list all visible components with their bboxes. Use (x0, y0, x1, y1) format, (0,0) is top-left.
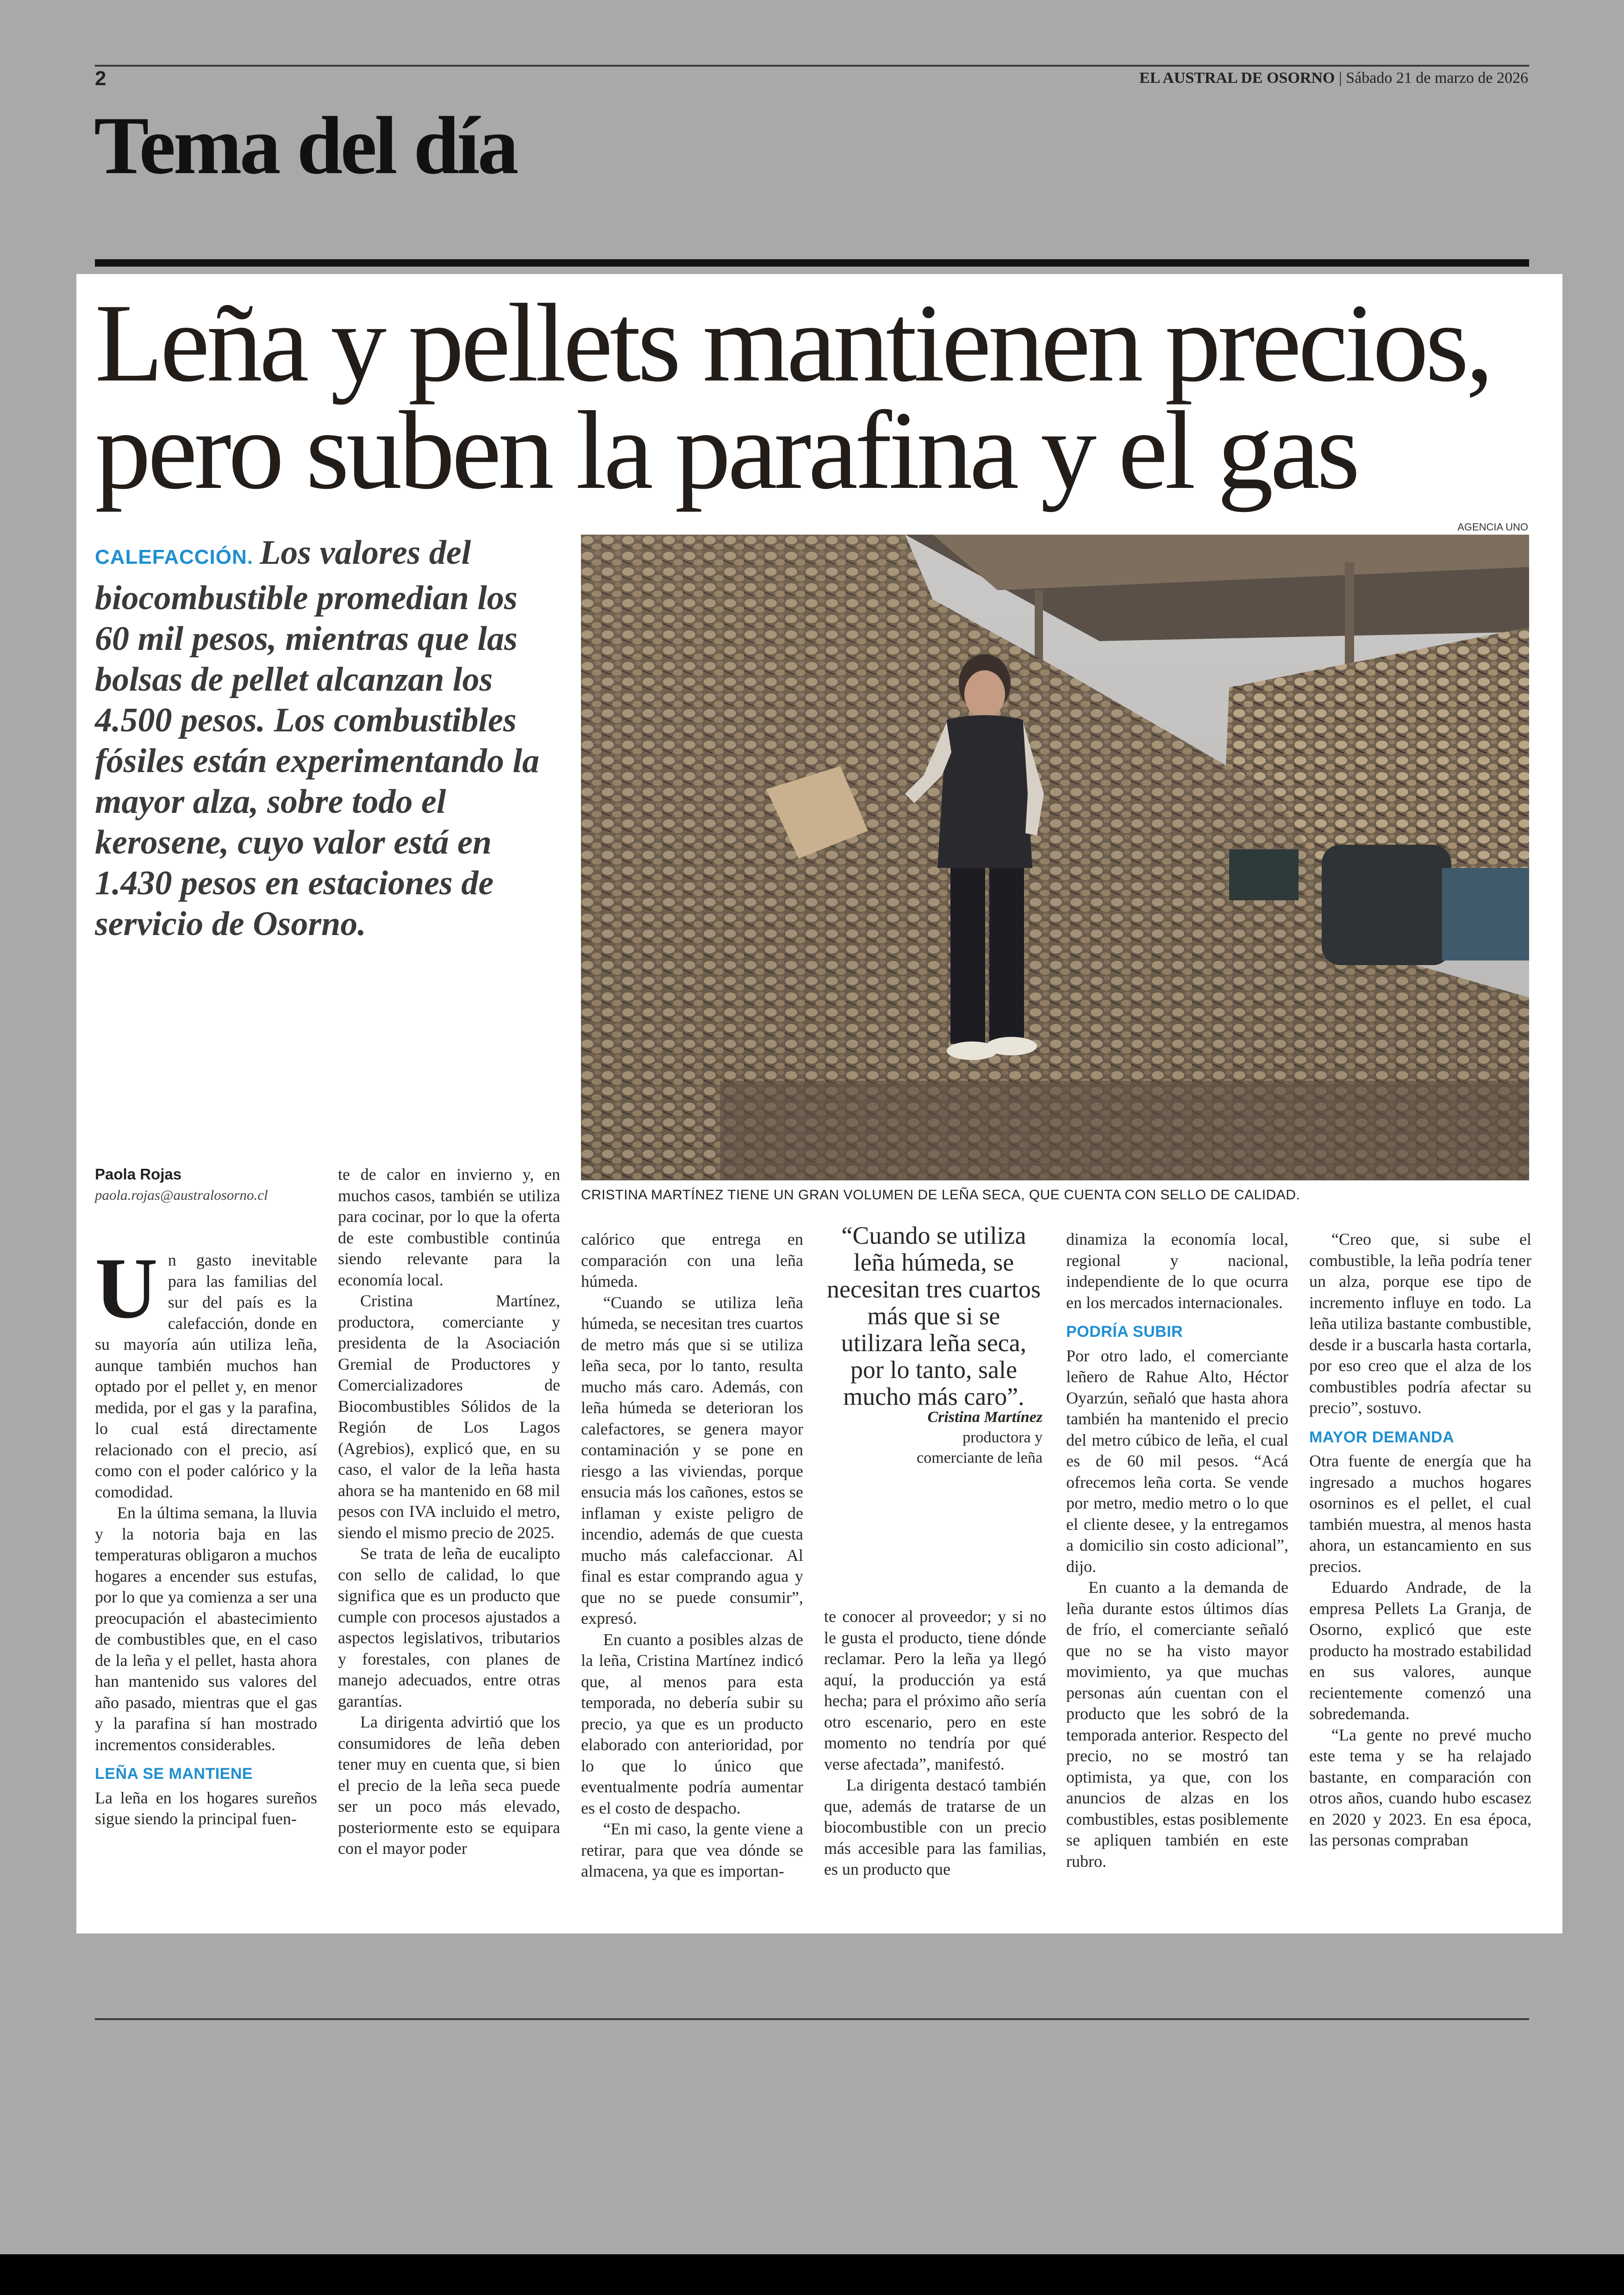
paragraph: La dirigenta advirtió que los consumidores de leña deben tener muy en cuenta que, si bien el precio de la leña seca puede ser un poco más elevado, posteriormente esto se equipara con el mayor poder (338, 1713, 560, 1858)
paragraph: En la última semana, la lluvia y la notoria baja en las temperaturas obligaron a muchos hogares a encender sus estufas, por lo que ya comienza a ser una preocupación el abastecimiento de combustibles que, en el caso de la leña y el pellet, hasta ahora han mantenido sus valores del año pasado, mientras que el gas y la parafina sí han mostrado incrementos considerables. (95, 1503, 317, 1754)
masthead (1139, 69, 1528, 87)
paragraph: “Cuando se utiliza leña húmeda, se necesitan tres cuartos de metro más que si se utiliza leña seca, por lo tanto, resulta mucho más caro. Además, con leña húmeda se deterioran los calefactores, se genera mayor contaminación y se pone en riesgo a las viviendas, porque ensucia más los cañones, estos se inflaman y existe peligro de incendio, además de que cuesta mucho más calefaccionar. Al final es estar comprando agua y que no se puede consumir”, expresó. (581, 1293, 803, 1628)
author-name: Paola Rojas (95, 1166, 182, 1183)
paragraph: Cristina Martínez, productora, comerciante y presidenta de la Asociación Gremial de Productores y Comercializadores de Biocombustibles Sólidos de la Región de Los Lagos (Agrebios), explicó que, en su caso, el valor de la leña hasta ahora se ha mantenido en 68 mil pesos con IVA incluido el metro, siendo el mismo precio de 2025. (338, 1291, 560, 1542)
column-2 (338, 1164, 560, 1859)
paragraph: La leña en los hogares sureños sigue siendo la principal fuen- (95, 1788, 317, 1828)
pull-quote: “Cuando se utiliza leña húmeda, se necesitan tres cuartos más que si se utilizara leña seca, por lo tanto, sale mucho más caro”. (827, 1222, 1041, 1410)
paragraph: “Creo que, si sube el combustible, la leña podría tener un alza, porque ese tipo de incremento influye en todo. La leña utiliza bastante combustible, desde ir a buscarla hasta cortarla, por eso creo que el alza de los combustibles podría afectar su precio”, sostuvo. (1309, 1230, 1531, 1417)
paragraph: La dirigenta destacó también que, además de tratarse de un biocombustible con un precio más accesible para las familias, es un producto que (824, 1776, 1046, 1878)
paragraph: En cuanto a posibles alzas de la leña, Cristina Martínez indicó que, al menos para esta temporada, no debería subir su precio, ya que es un producto elaborado con anterioridad, por lo que lo único que eventualmente podría aumentar es el costo de despacho. (581, 1630, 803, 1817)
quote-role: comerciante de leña (917, 1449, 1043, 1466)
publication-date: | Sábado 21 de marzo de 2026 (1338, 69, 1528, 87)
subheading-lena-se-mantiene: LEÑA SE MANTIENE (95, 1765, 253, 1783)
bottom-rule (95, 2018, 1529, 2020)
paragraph: En cuanto a la demanda de leña durante estos últimos días de frío, el comerciante señaló que no se ha visto mayor movimiento, ya que muchas personas aún cuentan con el producto que les sobró de la temporada anterior. Respecto del precio, no se mostró tan optimista, ya que, con los anuncios de alzas en los combustibles, estas posiblemente se apliquen también en este rubro. (1066, 1578, 1288, 1871)
paragraph (95, 1240, 317, 1503)
subheading-mayor-demanda: MAYOR DEMANDA (1309, 1428, 1455, 1446)
quote-name: Cristina Martínez (927, 1409, 1043, 1426)
photo-credit: AGENCIA UNO (1457, 521, 1528, 533)
paragraph: Otra fuente de energía que ha ingresado a muchos hogares osorninos es el pellet, el cual también muestra, al menos hasta ahora, un estancamiento en sus precios. (1309, 1452, 1531, 1576)
headline: Leña y pellets mantienen precios, pero suben la parafina y el gas (95, 281, 1491, 512)
firewood-photo-illustration (581, 535, 1529, 1180)
paragraph: Por otro lado, el comerciante leñero de Rahue Alto, Héctor Oyarzún, señaló que hasta ahora también ha mantenido el precio del metro cúbico de leña, el cual es de 60 mil pesos. “Acá ofrecemos leña corta. Se vende por metro, medio metro o lo que el cliente desee, y la entregamos a domicilio sin costo adicional”, dijo. (1066, 1346, 1288, 1576)
paragraph: calórico que entrega en comparación con una leña húmeda. (581, 1230, 803, 1291)
paragraph: “La gente no prevé mucho este tema y se ha relajado bastante, en comparación con otros años, cuando hubo escasez en 2020 y 2023. En esa época, las personas compraban (1309, 1725, 1531, 1849)
column-3 (581, 1229, 803, 1882)
top-rule (95, 65, 1529, 67)
section-rule (95, 259, 1529, 267)
quote-role: productora y (962, 1429, 1043, 1446)
paragraph: te conocer al proveedor; y si no le gusta el producto, tiene dónde reclamar. Pero la leña ya llegó aquí, la producción ya está hecha; para el próximo año sería otro escenario, pero en este momento no tendría por qué verse afectada”, manifestó. (824, 1607, 1046, 1773)
paragraph: Se trata de leña de eucalipto con sello de calidad, lo que significa que es un producto que cumple con procesos ajustados a aspectos legislativos, tributarios y forestales, con planes de manejo adecuados, entre otras garantías. (338, 1544, 560, 1710)
lede (95, 532, 558, 944)
lede-text: Los valores del biocombustible promedian los 60 mil pesos, mientras que las bolsas de pellet alcanzan los 4.500 pesos. Los combustibles fósiles están experimentando la mayor alza, sobre todo el kerosene, cuyo valor está en 1.430 pesos en estaciones de servicio de Osorno. (95, 534, 539, 943)
section-title: Tema del día (94, 100, 517, 191)
drop-cap: U (95, 1240, 158, 1336)
column-5 (1066, 1229, 1288, 1872)
page-number: 2 (95, 67, 106, 90)
photo-caption: CRISTINA MARTÍNEZ TIENE UN GRAN VOLUMEN DE LEÑA SECA, QUE CUENTA CON SELLO DE CALIDAD. (581, 1187, 1300, 1203)
author-email: paola.rojas@australosorno.cl (95, 1187, 268, 1203)
article-photo (581, 535, 1529, 1180)
viewer-bottom-bar (0, 2254, 1624, 2295)
paragraph-text: n gasto inevitable para las familias del sur del país es la calefacción, donde en su mayoría aún utiliza leña, aunque también muchos han optado por el pellet y, en menor medida, por el gas y la parafina, lo cual está directamente relacionado con el precio, así como con el poder calórico y la comodidad. (95, 1251, 317, 1501)
kicker: CALEFACCIÓN. (95, 546, 253, 568)
paragraph: te de calor en invierno y, en muchos casos, también se utiliza para cocinar, por lo que la oferta de este combustible continúa siendo relevante para la economía local. (338, 1165, 560, 1289)
quote-attribution (825, 1407, 1043, 1468)
subheading-podria-subir: PODRÍA SUBIR (1066, 1323, 1183, 1341)
column-1 (95, 1240, 317, 1830)
byline (95, 1166, 268, 1204)
paragraph: dinamiza la economía local, regional y nacional, independiente de lo que ocurra en los mercados internacionales. (1066, 1230, 1288, 1312)
column-4 (824, 1606, 1046, 1880)
paragraph: Eduardo Andrade, de la empresa Pellets La Granja, de Osorno, explicó que este producto ha mostrado estabilidad en sus valores, aunque recientemente comenzó una sobredemanda. (1309, 1578, 1531, 1723)
column-6 (1309, 1229, 1531, 1851)
paragraph: “En mi caso, la gente viene a retirar, para que vea dónde se almacena, ya que es importan- (581, 1820, 803, 1880)
newspaper-name: EL AUSTRAL DE OSORNO (1139, 69, 1335, 87)
